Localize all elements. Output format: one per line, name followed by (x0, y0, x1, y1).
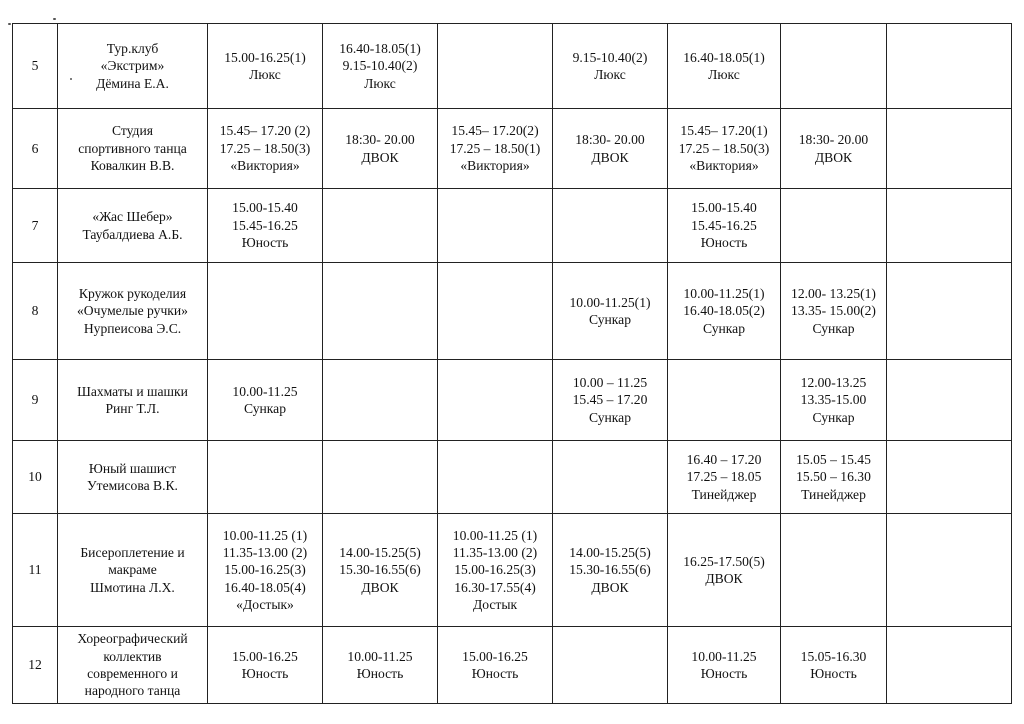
schedule-cell (781, 24, 887, 109)
schedule-cell (887, 189, 1012, 263)
schedule-cell (323, 189, 438, 263)
row-number: 9 (13, 360, 58, 441)
row-number: 10 (13, 441, 58, 514)
schedule-cell (438, 24, 553, 109)
table-row (13, 441, 1012, 514)
schedule-cell (887, 263, 1012, 360)
row-number: 5 (13, 24, 58, 109)
table-row (13, 627, 1012, 704)
schedule-cell: 15.00-16.25 Юность (438, 627, 553, 704)
schedule-cell: 10.00-11.25(1) 16.40-18.05(2) Сункар (668, 263, 781, 360)
schedule-cell: 10.00 – 11.25 15.45 – 17.20 Сункар (553, 360, 668, 441)
schedule-cell: 15.00-15.40 15.45-16.25 Юность (668, 189, 781, 263)
schedule-cell: 16.40-18.05(1) Люкс (668, 24, 781, 109)
schedule-cell (553, 441, 668, 514)
schedule-cell: 15.45– 17.20(2) 17.25 – 18.50(1) «Виктория» (438, 109, 553, 189)
club-name: Юный шашист Утемисова В.К. (58, 441, 208, 514)
table-row (13, 263, 1012, 360)
schedule-cell (323, 360, 438, 441)
schedule-cell: 12.00- 13.25(1) 13.35- 15.00(2) Сункар (781, 263, 887, 360)
schedule-cell: 10.00-11.25 Юность (323, 627, 438, 704)
schedule-cell (887, 24, 1012, 109)
schedule-cell (553, 189, 668, 263)
club-name: Хореографический коллектив современного и народного танца (58, 627, 208, 704)
table-row (13, 24, 1012, 109)
row-number: 11 (13, 514, 58, 627)
schedule-cell (438, 441, 553, 514)
club-name: Тур.клуб «Экстрим» Дёмина Е.А. (58, 24, 208, 109)
schedule-cell (887, 627, 1012, 704)
schedule-cell (323, 441, 438, 514)
schedule-cell: 10.00-11.25(1) Сункар (553, 263, 668, 360)
schedule-cell (323, 263, 438, 360)
schedule-table (12, 23, 1012, 704)
schedule-cell: 12.00-13.25 13.35-15.00 Сункар (781, 360, 887, 441)
schedule-cell: 15.00-16.25(1) Люкс (208, 24, 323, 109)
table-row (13, 109, 1012, 189)
schedule-cell (208, 441, 323, 514)
schedule-cell: 18:30- 20.00 ДВОК (323, 109, 438, 189)
schedule-cell (887, 441, 1012, 514)
schedule-cell (438, 189, 553, 263)
schedule-cell (438, 360, 553, 441)
schedule-cell: 16.40-18.05(1) 9.15-10.40(2) Люкс (323, 24, 438, 109)
row-number: 6 (13, 109, 58, 189)
schedule-cell: 10.00-11.25 Юность (668, 627, 781, 704)
schedule-cell (668, 360, 781, 441)
schedule-cell: 15.45– 17.20 (2) 17.25 – 18.50(3) «Виктория» (208, 109, 323, 189)
schedule-cell: 15.00-16.25 Юность (208, 627, 323, 704)
schedule-cell: 14.00-15.25(5) 15.30-16.55(6) ДВОК (553, 514, 668, 627)
schedule-cell: 18:30- 20.00 ДВОК (553, 109, 668, 189)
schedule-cell: 18:30- 20.00 ДВОК (781, 109, 887, 189)
schedule-body (13, 24, 1012, 704)
schedule-cell: 9.15-10.40(2) Люкс (553, 24, 668, 109)
table-row (13, 189, 1012, 263)
schedule-cell: 15.05 – 15.45 15.50 – 16.30 Тинейджер (781, 441, 887, 514)
schedule-cell (553, 627, 668, 704)
schedule-cell: 15.00-15.40 15.45-16.25 Юность (208, 189, 323, 263)
schedule-cell (887, 109, 1012, 189)
schedule-cell: 14.00-15.25(5) 15.30-16.55(6) ДВОК (323, 514, 438, 627)
schedule-cell (781, 189, 887, 263)
row-number: 12 (13, 627, 58, 704)
scan-speck (53, 18, 56, 20)
schedule-cell: 16.25-17.50(5) ДВОК (668, 514, 781, 627)
row-number: 7 (13, 189, 58, 263)
schedule-cell: 10.00-11.25 (1) 11.35-13.00 (2) 15.00-16.25(3) 16.40-18.05(4) «Достык» (208, 514, 323, 627)
club-name: «Жас Шебер» Таубалдиева А.Б. (58, 189, 208, 263)
club-name: Кружок рукоделия «Очумелые ручки» Нурпеисова Э.С. (58, 263, 208, 360)
schedule-cell (781, 514, 887, 627)
club-name: Шахматы и шашки Ринг Т.Л. (58, 360, 208, 441)
table-row (13, 360, 1012, 441)
schedule-cell: 16.40 – 17.20 17.25 – 18.05 Тинейджер (668, 441, 781, 514)
club-name: Студия спортивного танца Ковалкин В.В. (58, 109, 208, 189)
schedule-cell: 10.00-11.25 Сункар (208, 360, 323, 441)
row-number: 8 (13, 263, 58, 360)
schedule-cell (208, 263, 323, 360)
club-name: Бисероплетение и макраме Шмотина Л.Х. (58, 514, 208, 627)
schedule-cell (887, 360, 1012, 441)
schedule-cell (887, 514, 1012, 627)
scan-speck (8, 23, 11, 25)
schedule-cell: 15.05-16.30 Юность (781, 627, 887, 704)
schedule-cell (438, 263, 553, 360)
table-row (13, 514, 1012, 627)
schedule-cell: 15.45– 17.20(1) 17.25 – 18.50(3) «Виктория» (668, 109, 781, 189)
schedule-cell: 10.00-11.25 (1) 11.35-13.00 (2) 15.00-16.25(3) 16.30-17.55(4) Достык (438, 514, 553, 627)
